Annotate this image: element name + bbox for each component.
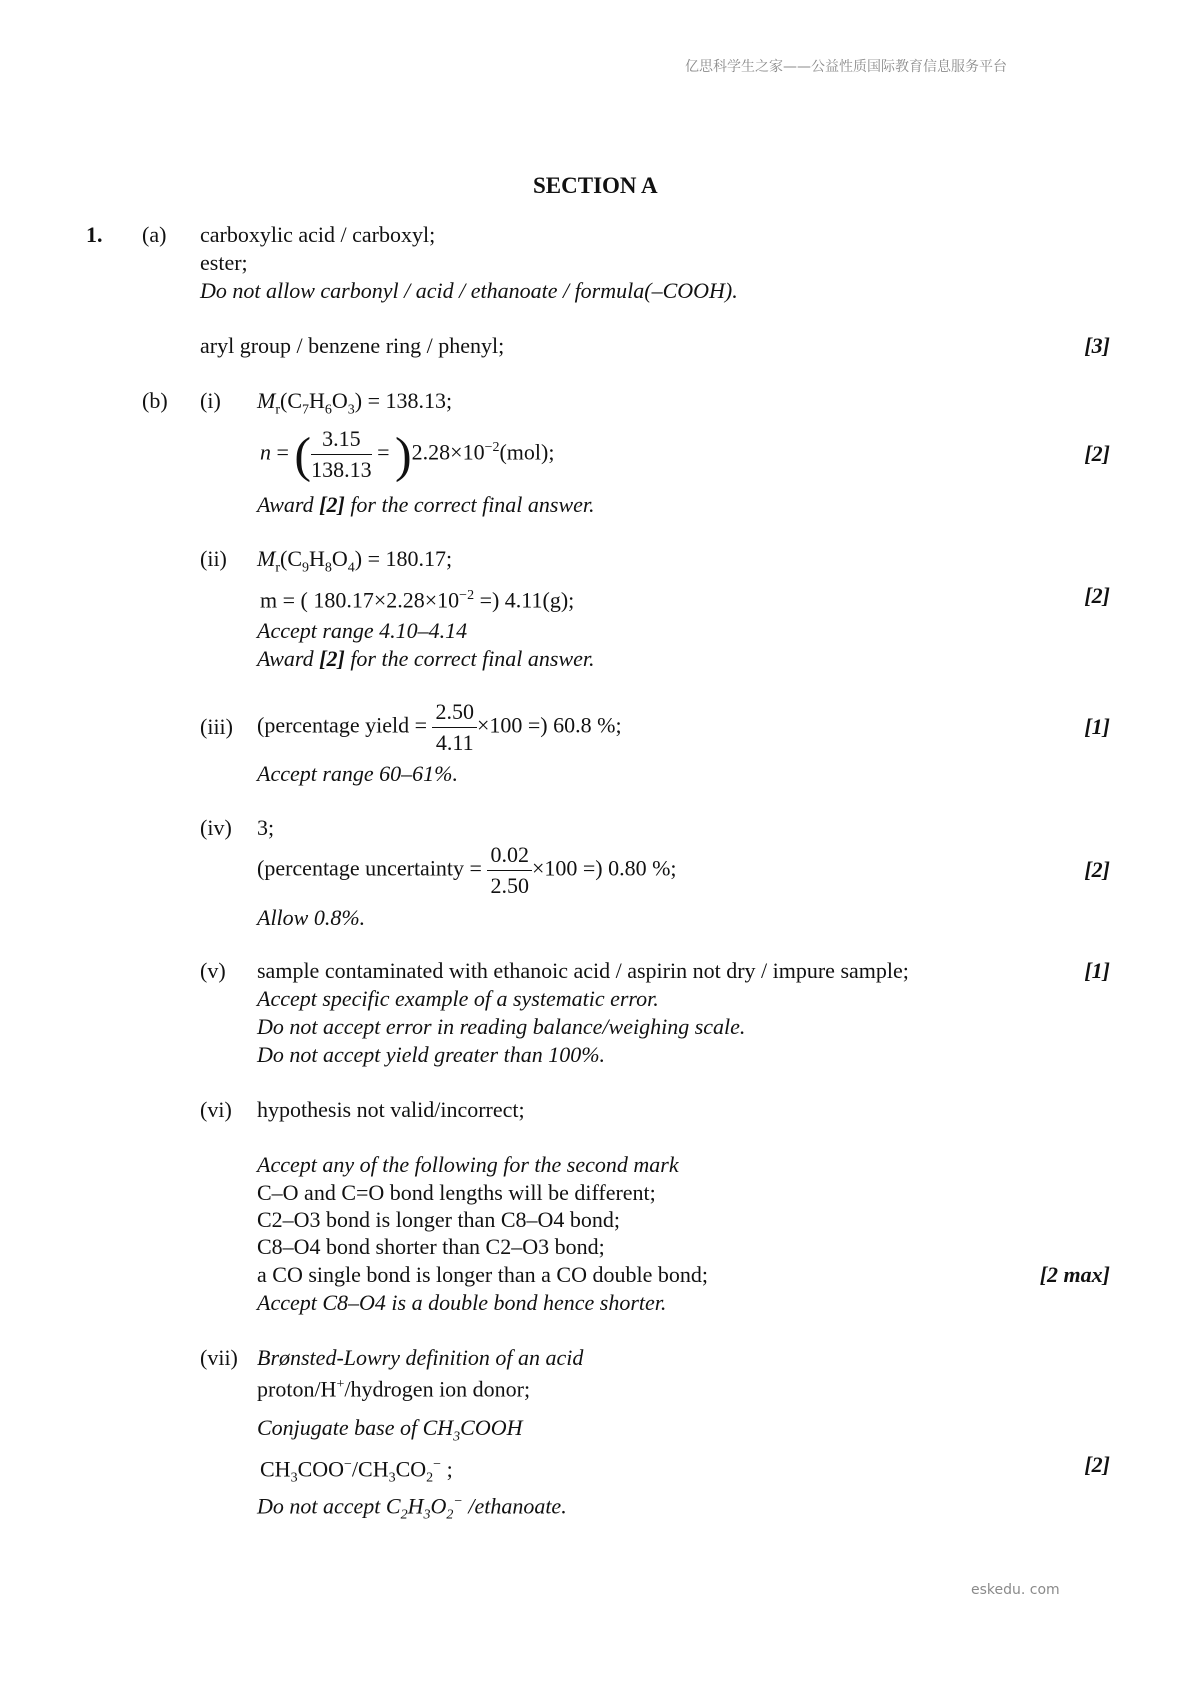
part-biii-denominator: 4.11 (435, 730, 474, 755)
part-biv-label: (iv) (200, 815, 232, 840)
part-bii-mr: $M_r(C_9H_8O_4) = 180.17$; (257, 546, 453, 576)
part-bii-note1: Accept range 4.10–4.14 (257, 618, 468, 643)
part-bi-denominator: 138.13 (311, 457, 372, 482)
part-bvi-label: (vi) (200, 1097, 232, 1122)
part-bv-note3: Do not accept yield greater than 100%. (257, 1042, 606, 1067)
part-a-line3: aryl group / benzene ring / phenyl; (200, 333, 505, 358)
part-bvii-note1: Brønsted-Lowry definition of an acid (257, 1345, 584, 1370)
part-bvii-mark: [2] (1084, 1452, 1110, 1477)
part-biii-mark: [1] (1084, 714, 1110, 739)
part-biv-numerator: 0.02 (487, 840, 532, 871)
part-bi-numerator: 3.15 (311, 424, 372, 455)
part-a-label: (a) (142, 222, 167, 247)
part-a-mark: [3] (1084, 333, 1110, 358)
part-bv-note2: Do not accept error in reading balance/weighing scale. (257, 1014, 746, 1039)
part-bi-exponent: −2 (484, 440, 500, 456)
part-bii-mark: [2] (1084, 583, 1110, 608)
part-bi-mark: [2] (1084, 441, 1110, 466)
part-bvi-line3: C2–O3 bond is longer than C8–O4 bond; (257, 1207, 620, 1232)
part-biv-mark: [2] (1084, 857, 1110, 882)
part-bi-calc: n = ( $\frac{3.15}{138.13}$ = )$2.28\times 10^{-2}(mol)$; (260, 424, 554, 485)
part-bi-label: (i) (200, 388, 221, 413)
part-bi-mr-value: 138.13; (385, 388, 453, 413)
part-bv-line1: sample contaminated with ethanoic acid / aspirin not dry / impure sample; (257, 958, 909, 983)
part-bii-note2: Award [2] for the correct final answer. (257, 646, 595, 671)
part-biii-numerator: 2.50 (432, 697, 477, 728)
part-bi-note: Award [2] for the correct final answer. (257, 492, 595, 517)
part-biv-line1: 3; (257, 815, 275, 840)
part-biii-note: Accept range 60–61%. (257, 761, 458, 786)
part-bvi-note1: Accept any of the following for the second mark (257, 1152, 679, 1177)
part-bvii-answer: $CH_3COO^-/CH_3CO_2^-$ ; (260, 1456, 453, 1486)
part-biii-label: (iii) (200, 714, 233, 739)
part-biii-calc: (percentage yield = $\frac{2.50}{4.11}$ ×100 =) 60.8 %; (257, 697, 622, 758)
part-bvi-mark: [2 max] (1039, 1262, 1110, 1287)
site-header: 亿思科学生之家——公益性质国际教育信息服务平台 (685, 59, 1007, 75)
part-bvi-line4: C8–O4 bond shorter than C2–O3 bond; (257, 1234, 605, 1259)
part-bi-unit: (mol); (499, 439, 555, 465)
part-bv-mark: [1] (1084, 958, 1110, 983)
part-bi-mr: $M_r(C_7H_6O_3) = 138.13$; (257, 388, 453, 418)
part-a-line1: carboxylic acid / carboxyl; (200, 222, 436, 247)
part-bvi-line1: hypothesis not valid/incorrect; (257, 1097, 525, 1122)
part-bv-note1: Accept specific example of a systematic error. (257, 986, 659, 1011)
part-bi-result: 2.28×10 (411, 439, 485, 465)
part-bvi-line5: a CO single bond is longer than a CO double bond; (257, 1262, 708, 1287)
question-number: 1. (86, 222, 103, 247)
part-a-line2: ester; (200, 250, 248, 275)
part-b-label: (b) (142, 388, 168, 413)
section-title: SECTION A (533, 173, 658, 198)
part-bvii-label: (vii) (200, 1345, 238, 1370)
part-bv-label: (v) (200, 958, 226, 983)
part-bii-calc: m = ( $180.17\times 2.28\times 10^{-2}$ =) 4.11(g); (260, 587, 575, 613)
part-bvi-note2: Accept C8–O4 is a double bond hence shorter. (257, 1290, 667, 1315)
part-biv-calc: (percentage uncertainty = $\frac{0.02}{2.50}$ ×100 =) 0.80 %; (257, 840, 677, 901)
part-biv-denominator: 2.50 (490, 873, 529, 898)
part-bvi-line2: C–O and C=O bond lengths will be different; (257, 1180, 656, 1205)
part-a-note: Do not allow carbonyl / acid / ethanoate / formula(–COOH). (200, 278, 738, 303)
part-bii-mr-value: 180.17; (385, 546, 453, 571)
part-bvii-line1: proton/H+/hydrogen ion donor; (257, 1376, 531, 1402)
site-footer: eskedu. com (971, 1582, 1060, 1598)
part-bvii-note2: Conjugate base of $CH_3COOH$ (257, 1415, 523, 1445)
part-biv-note: Allow 0.8%. (257, 905, 366, 930)
part-bii-label: (ii) (200, 546, 227, 571)
part-bvii-note3: Do not accept $C_2H_3O_2^-$ /ethanoate. (257, 1493, 567, 1523)
